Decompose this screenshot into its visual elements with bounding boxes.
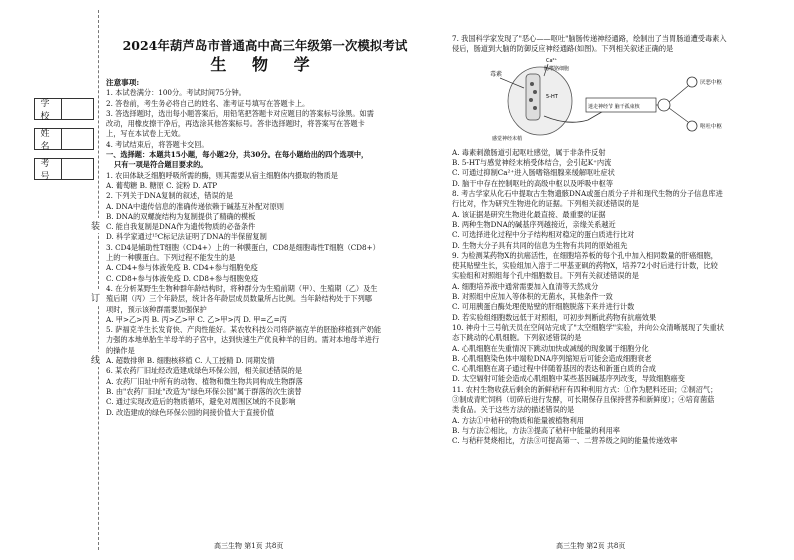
notice-item: 改动，用橡皮擦干净后，再选涂其他答案标号。答非选择题时，将答案写在答题卡	[106, 119, 365, 129]
vomit-node	[687, 121, 697, 131]
vomit-arrow	[669, 108, 688, 122]
binding-char-zhuang: 装	[91, 218, 100, 233]
question-line: B. 与方法②相比，方法③提高了秸秆中能量的利用率	[452, 425, 620, 435]
left-column	[106, 78, 424, 418]
right-column	[452, 34, 772, 447]
question-line: A. DNA中遗传信息的准确传递依赖于碱基互补配对原则	[106, 201, 284, 211]
question-line: B. 对照组中应加入等体积的无菌水，其他条件一致	[452, 292, 613, 302]
notice-list	[106, 88, 424, 150]
question-line: D. 若实验组细胞数远低于对照组，可初步判断此药物有抗癌效果	[452, 312, 657, 322]
question-line: C. 可用胰蛋白酶处理使贴壁的肝细胞脱落下来并进行计数	[452, 302, 635, 312]
section-heading-line1: 一、选择题：本题共15小题，每小题2分，共30分。在每小题给出的四个选项中，	[106, 150, 369, 160]
question-line: C. CD8+参与体液免疫 D. CD8+参与细胞免疫	[106, 273, 259, 283]
question-line: 8. 考古学家从化石中提取古生物遗骸DNA或蛋白质分子并和现代生物的分子信息库进	[452, 189, 723, 199]
fig-label-vomit: 呕吐中枢	[700, 123, 723, 130]
notice-item: 3. 答选择题时，选出每小题答案后，用铅笔把答题卡对应题目的答案标号涂黑。如需	[106, 108, 374, 118]
granule-dot	[529, 98, 533, 102]
question-line: 殖后期（丙）三个年龄层，统计各年龄层成员数量所占比例。当年龄结构处于下列哪	[106, 294, 372, 304]
name-field[interactable]	[34, 128, 94, 150]
gut-brain-pathway-figure	[488, 56, 724, 144]
question-line: 7. 我国科学家发现了"恶心——呕吐"脑肠传递神经通路，绘制出了当胃肠道遭受毒素入	[452, 34, 727, 43]
question-line: 态下跳动的心肌细胞。下列叙述错误的是	[452, 333, 582, 343]
question-line: A. 该证据是研究生物进化最直接、最重要的证据	[452, 209, 606, 219]
question-line: 使其贴壁生长，实验组加入溶于二甲基亚砜的药物X，培养72小时后进行计数，比较	[452, 261, 718, 271]
relay-node	[658, 99, 670, 111]
question-line: ③制成青贮饲料（切碎后进行发酵，可长期保存且保持营养和新鲜度）；④培育菌菇	[452, 395, 715, 405]
school-field[interactable]	[34, 98, 94, 120]
fig-label-ca: Ca²⁺	[546, 57, 558, 64]
aversion-arrow	[669, 86, 688, 102]
school-label: 学 校	[35, 99, 62, 119]
right-question-list	[452, 148, 772, 447]
question-line: C. 通过实现改造后的物质循环，避免对周围区域的不良影响	[106, 397, 296, 407]
question-line: D. 科学家通过¹⁵C标记法证明了DNA的半保留复制	[106, 232, 267, 242]
question-line: D. 改造建成的绿色环保公园的间接价值大于直接价值	[106, 407, 275, 417]
fig-label-aversion: 厌恶中枢	[700, 79, 723, 86]
binding-char-xian: 线	[91, 352, 100, 367]
footer-right: 高三生物 第2页 共8页	[556, 542, 626, 550]
question-line: B. 心肌细胞染色体中端粒DNA序列缩短后可能会造成细胞衰老	[452, 353, 652, 363]
question-line: A. 超数排卵 B. 细胞核移植 C. 人工授精 D. 同期发情	[106, 356, 275, 366]
question-line: 类食品。关于这些方法的描述错误的是	[452, 405, 575, 415]
question-line: A. 细胞培养液中通常需要加入血清等天然成分	[452, 281, 599, 291]
notice-heading: 注意事项:	[106, 78, 140, 87]
question-line: B. 5-HT与感觉神经末梢受体结合，会引起K⁺内流	[452, 158, 612, 168]
question-line: B. DNA的双螺旋结构为复制提供了精确的模板	[106, 211, 256, 221]
question-line: 的操作是	[106, 345, 135, 355]
binding-char-ding: 订	[91, 290, 100, 305]
fig-label-brainstem: 迷走神经节 脑干孤束核	[588, 103, 640, 110]
question-line: D. 太空辐射可能会造成心肌细胞中某些基因碱基序列改变，导致细胞癌变	[452, 374, 685, 384]
fig-label-5ht: 5-HT	[546, 93, 558, 100]
fig-label-toxin: 毒素	[490, 70, 503, 78]
fig-label-ec-cell: 肠嗜铬细胞	[544, 65, 570, 72]
question-line: 6. 某农药厂旧址经改造建成绿色环保公园，相关叙述错误的是	[106, 366, 303, 376]
question-line: 5. 萨福克羊生长发育快、产肉性能好。某农牧科技公司将萨福克羊的胚胎移植到产奶能	[106, 325, 382, 335]
question-line: 3. CD4是辅助性T细胞（CD4+）上的一种膜蛋白，CD8是细胞毒性T细胞（CD8+）	[106, 242, 380, 252]
notice-item: 4. 考试结束后，将答题卡交回。	[106, 139, 209, 149]
question-line: A. 甲>乙>丙 B. 丙>乙>甲 C. 乙>甲>丙 D. 甲=乙=丙	[106, 314, 287, 324]
question-line: 实验组和对照组每个孔中细胞数目。下列有关叙述错误的是	[452, 271, 639, 281]
exam-number-field[interactable]	[34, 158, 94, 180]
subject-title: 生 物 学	[210, 55, 320, 74]
question-line: A. 葡萄糖 B. 糖原 C. 淀粉 D. ATP	[106, 180, 218, 190]
question-line: B. 由"农药厂旧址"改造为"绿色环保公园"属于群落的次生演替	[106, 386, 302, 396]
notice-item: 1. 本试卷满分：100分。考试时间75分钟。	[106, 88, 246, 98]
question-line: 行比对，作为研究生物进化的证据。下列相关叙述错误的是	[452, 199, 639, 209]
question-line: B. 两种生物DNA的碱基序列越接近，亲缘关系越近	[452, 219, 616, 229]
fig-label-sensory: 感觉神经末梢	[492, 135, 523, 142]
footer-left: 高三生物 第1页 共8页	[214, 542, 284, 550]
question-line: C. 心肌细胞在离子通过程中伴随着基因的表达和新蛋白质的合成	[452, 364, 656, 374]
question-line: 9. 为检测某药物X的抗癌活性，在细胞培养板的每个孔中加入相同数量的肝癌细胞，	[452, 250, 718, 260]
binding-dashed-line	[98, 10, 99, 550]
section-heading-line2: 只有一项是符合题目要求的。	[114, 160, 208, 170]
question-7-stem	[452, 34, 772, 55]
question-line: A. 农药厂旧址中所有的动物、植物和微生物共同构成生物群落	[106, 376, 303, 386]
question-line: A. 心肌细胞在失重情况下跳动加快或减缓的现象属于细胞分化	[452, 343, 649, 353]
granule-dot	[533, 90, 537, 94]
question-line: 侵后，肠道到大脑的防御反应神经通路(如图)。下列相关叙述正确的是	[452, 44, 674, 54]
exam-number-label: 考 号	[35, 159, 62, 179]
left-question-list	[106, 171, 424, 418]
question-line: A. CD4+参与体液免疫 B. CD4+参与细胞免疫	[106, 263, 258, 273]
question-line: C. 能自我复制是DNA作为遗传物质的必备条件	[106, 222, 256, 232]
granule-dot	[533, 106, 537, 110]
question-line: D. 生物大分子具有共同的信息为生物有共同的原始祖先	[452, 240, 628, 250]
question-line: 力强的本地单胎生羊母羊的子宫中，达到快速生产优良种羊的目的。需对本地母羊进行	[106, 335, 380, 345]
question-line: 10. 神舟十三号航天员在空间站完成了"太空细胞学"实验，并向公众清晰展现了失重状	[452, 322, 724, 332]
question-line: 4. 在分析某野生生物种群年龄结构时，将种群分为生殖前期（甲）、生殖期（乙）及生	[106, 283, 378, 293]
question-line: A. 毒素刺激肠道引起呕吐感觉，属于非条件反射	[452, 147, 606, 157]
enterochromaffin-cell	[526, 74, 540, 120]
question-line: A. 方法①中秸秆的物质和能量被植物利用	[452, 415, 584, 425]
question-line: 上的一种膜蛋白。下列过程不能发生的是	[106, 253, 236, 263]
question-line: D. 脑干中存在控制呕吐的高级中枢以及呼吸中枢等	[452, 178, 614, 188]
question-line: C. 可通过抑制Ca²⁺进入肠嗜铬细腺来缓解呕吐症状	[452, 168, 615, 178]
question-line: 项时，预示该种群需要加强保护	[106, 304, 207, 314]
question-line: 11. 农村生物收获后剩余的新鲜秸秆有四种利用方式：①作为肥料还田；②制沼气；	[452, 384, 718, 394]
aversion-node	[687, 77, 697, 87]
binding-strip	[12, 0, 94, 560]
notice-item: 上，写在本试卷上无效。	[106, 129, 186, 139]
question-line: C. 可选择进化过程中分子结构相对稳定的蛋白质进行比对	[452, 230, 635, 240]
question-line: C. 与秸秆焚烧相比，方法③可提高第一、二营养级之间的能量传递效率	[452, 436, 678, 446]
name-label: 姓 名	[35, 129, 62, 149]
notice-item: 2. 答卷前，考生务必将自己的姓名、准考证号填写在答题卡上。	[106, 98, 310, 108]
question-line: 2. 下列关于DNA复制的叙述，错误的是	[106, 191, 234, 201]
question-line: 1. 农田体缺乏细胞呼吸所需的酶，则其需要从宿主细胞体内摄取的物质是	[106, 170, 338, 180]
granule-dot	[530, 82, 534, 86]
exam-title: 2024年葫芦岛市普通高中高三年级第一次模拟考试	[122, 38, 408, 53]
